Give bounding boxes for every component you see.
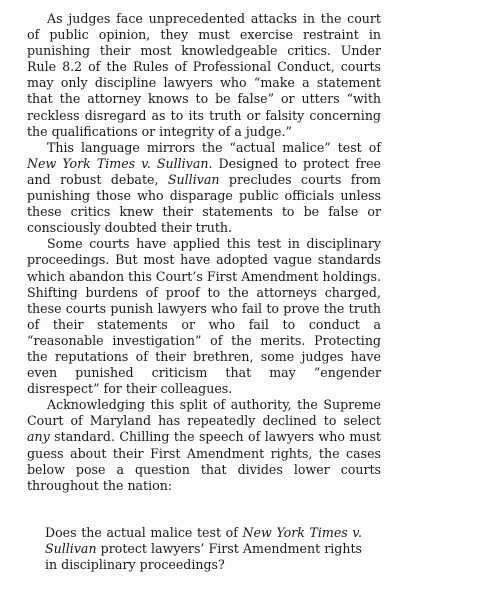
text-run: precludes courts from punishing those who disparage public officials unless these critics knew their statements to be false or consciously doubted their truth. xyxy=(27,171,381,236)
text-run: Some courts have applied this test in disciplinary proceedings. But most have adopted vague standards which abandon this Court’s First Amendment holdings. Shifting burdens of proof to the attorneys charged, these courts punish lawyers who fail to prove the truth of their statements or who fail to conduct a “reasonable investigation” of the merits. Protecting the reputations of their brethren, some judges have even punished criticism that may “engender disrespect” for their colleagues. xyxy=(27,236,381,397)
case-name-italic: New York Times v. Sullivan xyxy=(27,155,209,171)
question-presented xyxy=(45,525,362,573)
text-run: As judges face unprecedented attacks in the court of public opinion, they must exercise restraint in punishing their most knowledgeable critics. Under Rule 8.2 of the Rules of Professional Conduct, courts may only discipline lawyers who “make a statement that the attorney knows to be false” or utters “with reckless disregard as to its truth or falsity concerning the qualifications or integrity of a judge.” xyxy=(27,11,381,139)
text-run: Does the actual malice test of xyxy=(45,525,243,540)
body-text xyxy=(27,11,381,494)
text-run: protect lawyers’ First Amendment rights in disciplinary proceedings? xyxy=(45,541,362,573)
paragraph-4 xyxy=(27,397,381,494)
paragraph-1 xyxy=(27,11,381,140)
text-run: standard. Chilling the speech of lawyers who must guess about their First Amendment rights, the cases below pose a question that divides lower courts throughout the nation: xyxy=(27,429,381,493)
text-run: Acknowledging this split of authority, the Supreme Court of Maryland has repeatedly declined to select xyxy=(27,397,381,429)
emphasis-italic: any xyxy=(27,429,50,445)
paragraph-2 xyxy=(27,140,381,237)
case-name-italic: Sullivan xyxy=(167,171,220,187)
text-run: . Designed to protect free and robust debate, xyxy=(27,155,381,187)
paragraph-3 xyxy=(27,236,381,397)
text-run: This language mirrors the “actual malice” test of xyxy=(47,139,381,155)
case-name-italic: New York Times v. Sullivan xyxy=(45,525,362,557)
